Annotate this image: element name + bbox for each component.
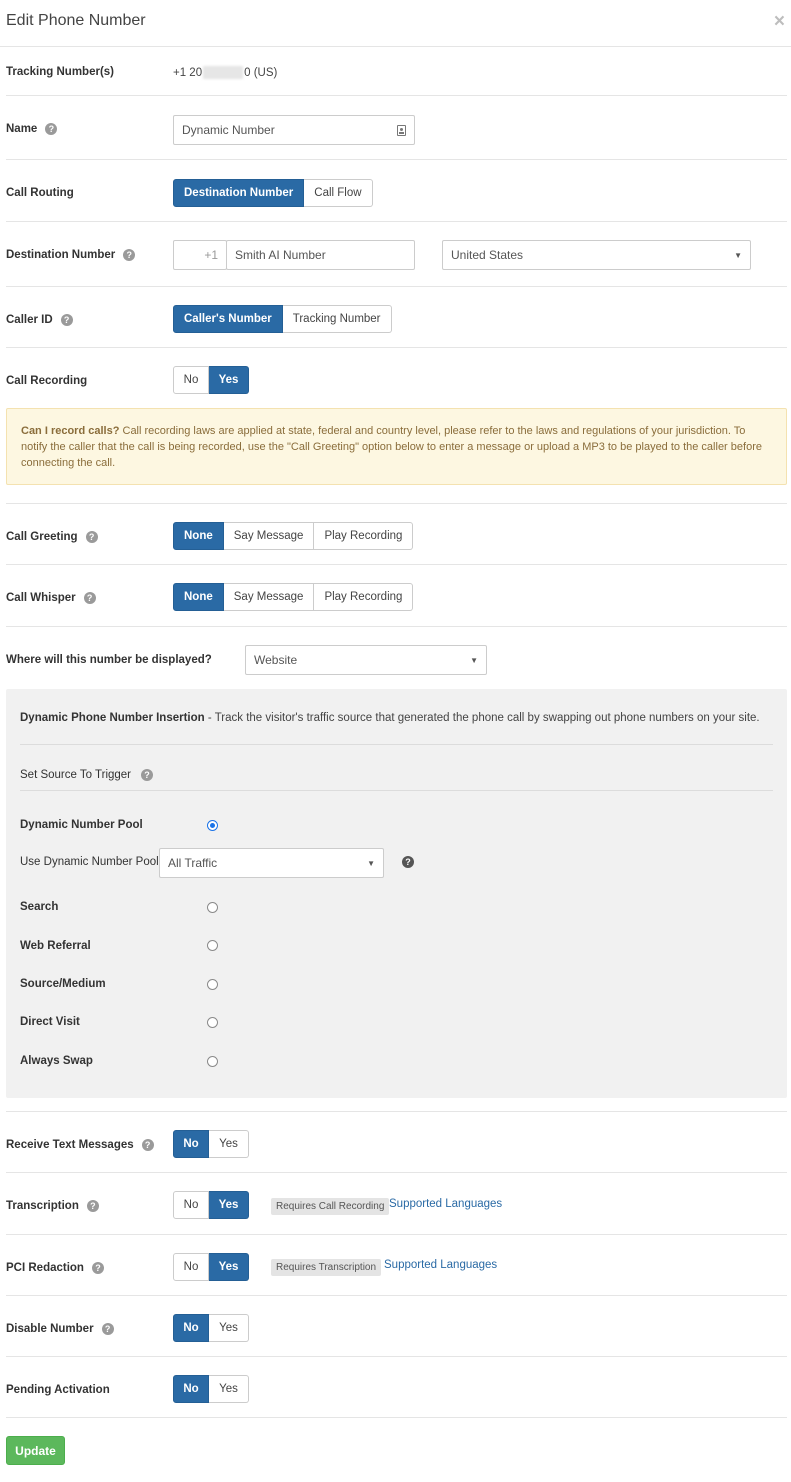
- source-radio-web-referral[interactable]: [207, 940, 218, 951]
- pci-no-button[interactable]: No: [173, 1253, 209, 1281]
- call-recording-group: [173, 366, 249, 394]
- modal-title: Edit Phone Number: [6, 12, 146, 29]
- whisper-none-button[interactable]: None: [173, 583, 224, 611]
- caller-id-row: [6, 287, 787, 348]
- pci-redaction-group: [173, 1253, 249, 1281]
- whisper-play-recording-button[interactable]: Play Recording: [314, 583, 413, 611]
- tracking-number-button[interactable]: Tracking Number: [283, 305, 392, 333]
- pending-activation-row: [6, 1357, 787, 1418]
- source-radio-direct-visit[interactable]: [207, 1017, 218, 1028]
- notice-text: Call recording laws are applied at state, federal and country level, please refer to the laws and regulations of your jurisdiction. To notify the caller that the call is being recorded, use the "Call Greeting" option below to enter a message or upload a MP3 to be played to the caller before connecting the call.: [21, 425, 762, 469]
- call-greeting-row: [6, 504, 787, 565]
- caret-down-icon: ▼: [470, 655, 478, 665]
- receive-text-row: [6, 1112, 787, 1173]
- call-greeting-group: [173, 522, 413, 550]
- callers-number-button[interactable]: Caller's Number: [173, 305, 283, 333]
- destination-number-row: [6, 222, 787, 287]
- pci-redaction-label: PCI Redaction ?: [6, 1262, 104, 1274]
- greeting-play-recording-button[interactable]: Play Recording: [314, 522, 413, 550]
- redacted-block: [203, 66, 243, 79]
- name-label: Name ?: [6, 123, 57, 135]
- help-icon[interactable]: ?: [123, 249, 135, 261]
- call-routing-label: Call Routing: [6, 187, 74, 199]
- help-icon[interactable]: ?: [141, 769, 153, 781]
- help-icon[interactable]: ?: [102, 1323, 114, 1335]
- transcription-group: [173, 1191, 249, 1219]
- supported-languages-link[interactable]: Supported Languages: [384, 1259, 498, 1271]
- tracking-number-label: Tracking Number(s): [6, 66, 114, 78]
- greeting-none-button[interactable]: None: [173, 522, 224, 550]
- requirement-badge: Requires Call Recording: [271, 1198, 389, 1215]
- pending-no-button[interactable]: No: [173, 1375, 209, 1403]
- use-pool-select[interactable]: All Traffic ▼: [159, 848, 384, 878]
- source-label-web-referral: Web Referral: [20, 940, 91, 952]
- disable-number-row: [6, 1296, 787, 1357]
- transcription-yes-button[interactable]: Yes: [209, 1191, 249, 1219]
- call-whisper-group: [173, 583, 413, 611]
- whisper-say-message-button[interactable]: Say Message: [224, 583, 315, 611]
- call-whisper-row: [6, 565, 787, 627]
- help-icon[interactable]: ?: [84, 592, 96, 604]
- disable-number-group: [173, 1314, 249, 1342]
- transcription-row: [6, 1173, 787, 1235]
- help-icon[interactable]: ?: [61, 314, 73, 326]
- call-flow-button[interactable]: Call Flow: [304, 179, 372, 207]
- destination-number-label: Destination Number ?: [6, 249, 135, 261]
- help-icon[interactable]: ?: [142, 1139, 154, 1151]
- recording-yes-button[interactable]: Yes: [209, 366, 249, 394]
- source-label-direct-visit: Direct Visit: [20, 1016, 80, 1028]
- help-icon[interactable]: ?: [86, 531, 98, 543]
- transcription-label: Transcription ?: [6, 1200, 99, 1212]
- recording-no-button[interactable]: No: [173, 366, 209, 394]
- receive-text-label: Receive Text Messages ?: [6, 1139, 154, 1151]
- help-icon[interactable]: ?: [92, 1262, 104, 1274]
- receive-text-group: [173, 1130, 249, 1158]
- country-code-field: +1: [173, 240, 227, 270]
- dni-panel: [6, 689, 787, 1098]
- trigger-label: Set Source To Trigger ?: [20, 769, 153, 781]
- caller-id-label: Caller ID ?: [6, 314, 73, 326]
- source-radio-always-swap[interactable]: [207, 1056, 218, 1067]
- caret-down-icon: ▼: [734, 250, 742, 260]
- source-label-source-medium: Source/Medium: [20, 978, 106, 990]
- requirement-badge: Requires Transcription: [271, 1259, 381, 1276]
- pending-yes-button[interactable]: Yes: [209, 1375, 249, 1403]
- source-radio-search[interactable]: [207, 902, 218, 913]
- pci-redaction-row: [6, 1235, 787, 1296]
- caller-id-group: [173, 305, 392, 333]
- greeting-say-message-button[interactable]: Say Message: [224, 522, 315, 550]
- receive-text-yes-button[interactable]: Yes: [209, 1130, 249, 1158]
- help-icon[interactable]: ?: [87, 1200, 99, 1212]
- recording-notice: [6, 408, 787, 485]
- display-location-label: Where will this number be displayed?: [6, 654, 212, 666]
- call-routing-group: [173, 179, 373, 207]
- name-input[interactable]: Dynamic Number: [173, 115, 415, 145]
- pending-activation-label: Pending Activation: [6, 1384, 110, 1396]
- destination-number-button[interactable]: Destination Number: [173, 179, 304, 207]
- call-greeting-label: Call Greeting ?: [6, 531, 98, 543]
- dynamic-pool-radio[interactable]: [207, 820, 218, 831]
- caret-down-icon: ▼: [367, 858, 375, 868]
- display-location-select[interactable]: Website ▼: [245, 645, 487, 675]
- dynamic-pool-label: Dynamic Number Pool: [20, 819, 143, 831]
- modal-header: [0, 0, 791, 47]
- dni-title: Dynamic Phone Number Insertion - Track the visitor's traffic source that generated the phone call by swapping out phone numbers on your site.: [20, 712, 760, 724]
- help-icon[interactable]: ?: [45, 123, 57, 135]
- disable-no-button[interactable]: No: [173, 1314, 209, 1342]
- help-icon[interactable]: ?: [402, 856, 414, 868]
- call-recording-label: Call Recording: [6, 375, 88, 387]
- source-label-always-swap: Always Swap: [20, 1055, 93, 1067]
- supported-languages-link[interactable]: Supported Languages: [389, 1198, 503, 1210]
- divider: [20, 790, 773, 791]
- divider: [20, 744, 773, 745]
- source-label-search: Search: [20, 901, 59, 913]
- use-pool-label: Use Dynamic Number Pool: [20, 856, 159, 868]
- source-radio-source-medium[interactable]: [207, 979, 218, 990]
- country-select[interactable]: United States ▼: [442, 240, 751, 270]
- pci-yes-button[interactable]: Yes: [209, 1253, 249, 1281]
- contact-card-icon: [397, 125, 406, 136]
- receive-text-no-button[interactable]: No: [173, 1130, 209, 1158]
- tracking-number-row: [6, 47, 787, 96]
- name-row: [6, 96, 787, 160]
- notice-heading: Can I record calls?: [21, 425, 120, 437]
- tracking-number-value: +1 20 0 (US): [173, 66, 278, 79]
- destination-number-input[interactable]: Smith AI Number: [226, 240, 415, 270]
- disable-number-label: Disable Number ?: [6, 1323, 114, 1335]
- pending-activation-group: [173, 1375, 249, 1403]
- call-routing-row: [6, 160, 787, 222]
- call-whisper-label: Call Whisper ?: [6, 592, 96, 604]
- update-button[interactable]: Update: [6, 1436, 65, 1465]
- disable-yes-button[interactable]: Yes: [209, 1314, 249, 1342]
- transcription-no-button[interactable]: No: [173, 1191, 209, 1219]
- close-icon[interactable]: ×: [773, 11, 785, 32]
